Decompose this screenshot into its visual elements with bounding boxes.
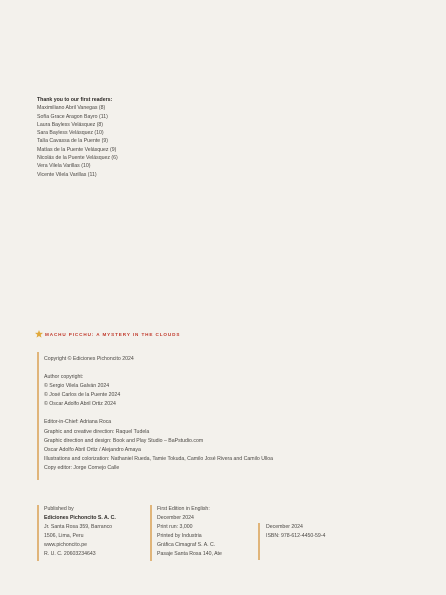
publisher-label: Published by — [44, 506, 74, 512]
series-title: MACHU PICCHU: A MYSTERY IN THE CLOUDS — [45, 331, 181, 337]
author-heading: Author copyright: — [44, 374, 84, 381]
role-line: Graphic and creative direction: Raquel Tudela — [44, 428, 150, 435]
author-line: © Oscar Adolfo Abril Ortiz 2024 — [44, 401, 116, 408]
isbn-divider — [258, 523, 260, 560]
isbn-block — [266, 523, 325, 541]
edition-line: Printed by Industria — [157, 533, 202, 540]
isbn-number: ISBN: 978-612-4450-59-4 — [266, 533, 326, 540]
reader-name: Sofía Grace Aragon Bayro (11) — [37, 113, 108, 120]
reader-name: Laura Bayless Velásquez (8) — [37, 121, 104, 128]
author-line: © José Carlos de la Puente 2024 — [44, 392, 121, 399]
series-brand — [35, 330, 180, 338]
edition-line: First Edition in English: — [157, 506, 210, 512]
copyright-line: Copyright © Ediciones Pichoncito 2024 — [44, 356, 134, 362]
author-line: © Sergio Vilela Galván 2024 — [44, 383, 110, 390]
edition-line: Print run: 3,000 — [157, 524, 193, 531]
reader-name: Matías de la Puente Velásquez (9) — [37, 146, 117, 153]
role-line: Oscar Adolfo Abril Ortiz / Alejandro Amaya — [44, 446, 141, 453]
publisher-ruc: R. U. C. 20603234643 — [44, 551, 96, 558]
edition-line: December 2024 — [157, 515, 194, 522]
edition-divider — [150, 505, 152, 561]
publisher-divider — [37, 505, 39, 561]
first-readers-heading: Thank you to our first readers: — [37, 97, 113, 103]
credits-block — [44, 355, 273, 473]
publisher-block — [44, 505, 116, 560]
reader-name: Maximiliano Abril Vanegas (8) — [37, 105, 106, 112]
reader-name: Vicente Vilela Varillas (11) — [37, 171, 97, 178]
edition-block — [157, 505, 222, 560]
role-line: Graphic direction and design: Book and Play Studio – BaPstudio.com — [44, 437, 204, 444]
star-icon — [35, 330, 43, 338]
reader-name: Sara Bayless Velásquez (10) — [37, 130, 104, 137]
reader-name: Vera Vilela Varillas (10) — [37, 163, 91, 170]
credits-divider — [37, 352, 39, 480]
role-line: Editor-in-Chief: Adriana Roca — [44, 419, 112, 426]
reader-name: Nicolás de la Puente Velásquez (6) — [37, 155, 118, 162]
publisher-address: 1506, Lima, Peru — [44, 533, 84, 540]
publisher-address: Jr. Santa Rosa 359, Barranco — [44, 524, 113, 531]
first-readers-list — [37, 96, 118, 179]
edition-line: Gráfica Cimagraf S. A. C. — [157, 542, 216, 549]
role-line: Copy editor: Jorge Cornejo Calle — [44, 464, 120, 471]
isbn-date: December 2024 — [266, 524, 303, 530]
publisher-name: Ediciones Pichoncito S. A. C. — [44, 515, 116, 522]
edition-line: Pasaje Santa Rosa 140, Ate — [157, 551, 222, 558]
publisher-website: www.pichoncito.pe — [44, 542, 87, 549]
role-line: Illustrations and colorization: Nathaniel Rueda, Tamie Tokuda, Camilo José Rivera and Camilo Ulloa — [44, 455, 274, 462]
reader-name: Talía Cavassa de la Puente (9) — [37, 138, 108, 145]
